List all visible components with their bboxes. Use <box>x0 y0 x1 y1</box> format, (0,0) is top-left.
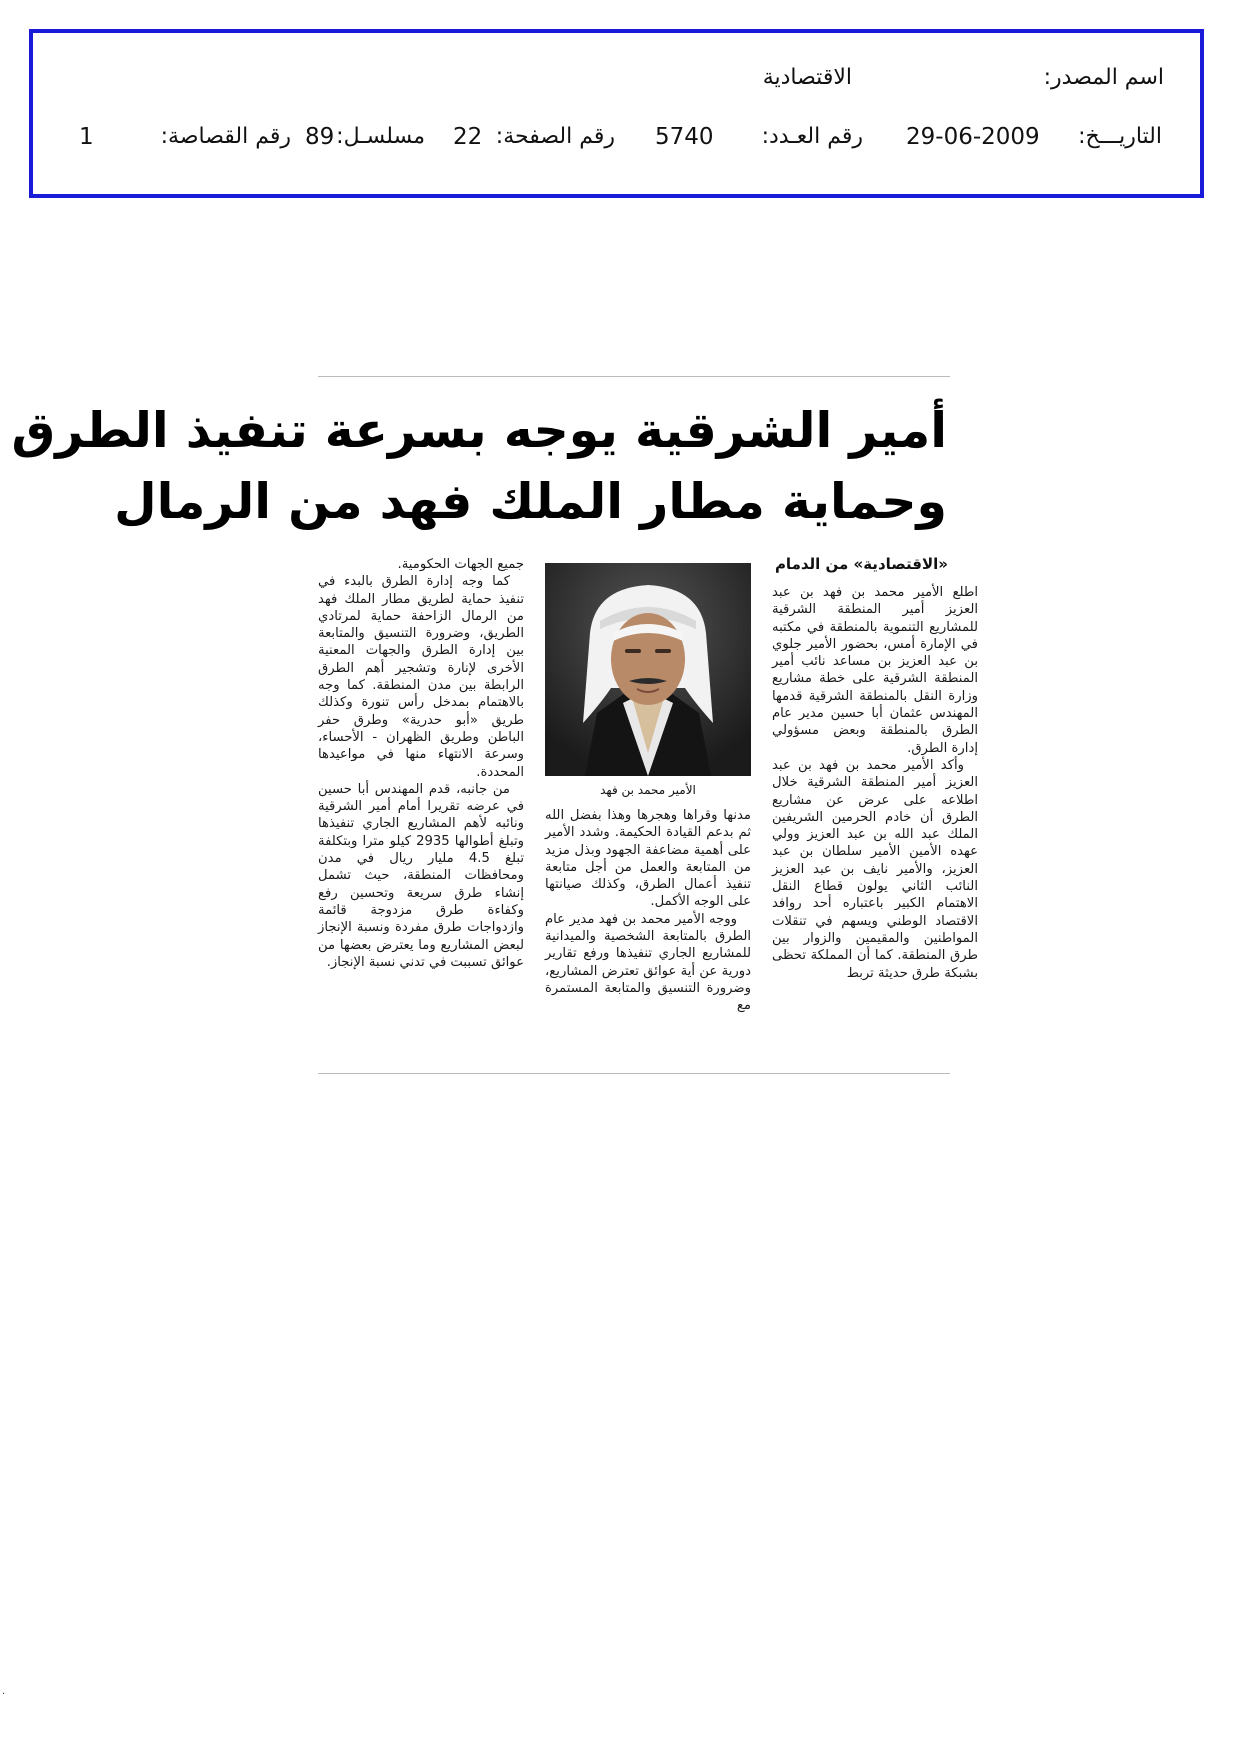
article-byline: «الاقتصادية» من الدمام <box>774 555 948 573</box>
clip-value: 1 <box>79 124 94 150</box>
article-headline-line-1: أمير الشرقية يوجه بسرعة تنفيذ الطرق <box>11 402 947 459</box>
page-label: رقم الصفحة: <box>495 124 615 149</box>
portrait-photo <box>545 563 751 776</box>
paragraph: جميع الجهات الحكومية. <box>397 557 524 572</box>
page-value: 22 <box>453 124 483 150</box>
serial-value: 89 <box>305 124 335 150</box>
date-value: 29-06-2009 <box>906 124 1040 150</box>
issue-value: 5740 <box>655 124 714 150</box>
clip-label: رقم القصاصة: <box>160 124 291 149</box>
issue-label: رقم العـدد: <box>761 124 863 149</box>
source-value: الاقتصادية <box>762 65 852 90</box>
article-column-middle <box>545 807 751 1015</box>
article-top-rule <box>318 376 950 377</box>
article-photo <box>545 563 751 776</box>
paragraph: اطلع الأمير محمد بن فهد بن عبد العزيز أمير المنطقة الشرقية للمشاريع التنموية بالمنطقة في مكتبه في الإمارة أمس، بحضور الأمير جلوي بن عبد العزيز بن مساعد نائب أمير المنطقة الشرقية على خطة مشاريع وزارة النقل بالمنطقة الشرقية قدمها المهندس عثمان أبا حسين مدير عام الطرق بالمنطقة وبعض مسؤولي إدارة الطرق. <box>772 585 978 756</box>
paragraph: كما وجه إدارة الطرق بالبدء في تنفيذ حماية لطريق مطار الملك فهد من الرمال الزاحفة حماية لمرتادي الطريق، وضرورة التنسيق والمتابعة بين إدارة الطرق والجهات المعنية الأخرى لإنارة وتشجير أهم الطرق الرابطة بين مدن المنطقة. كما وجه بالاهتمام بمدخل رأس تنورة وكذلك طريق «أبو حدرية» وطرق حفر الباطن وطريق الظهران - الأحساء، وسرعة الانتهاء منها في مواعيدها المحددة. <box>318 574 524 780</box>
paragraph: من جانبه، قدم المهندس أبا حسين في عرضه تقريرا أمام أمير الشرقية ونائبه لأهم المشاريع الجاري تنفيذها وتبلغ أطوالها 2935 كيلو مترا وبتكلفة تبلغ 4.5 مليار ريال في مدن ومحافظات المنطقة، حيث تشمل إنشاء طرق سريعة وتحسين رفع وكفاءة طرق مزدوجة قائمة وازدواجات طرق مفردة ونسبة الإنجاز لبعض المشاريع وما يعترض بعضها من عوائق تسببت في تدني نسبة الإنجاز. <box>318 781 525 970</box>
article-column-left <box>318 556 524 971</box>
paragraph: وأكد الأمير محمد بن فهد بن عبد العزيز أمير المنطقة الشرقية خلال اطلاعه على عرض عن مشاريع الطرق أن خادم الحرمين الشريفين الملك عبد الله بن عبد العزيز وولي عهده الأمين الأمير سلطان بن عبد العزيز، والأمير نايف بن عبد العزيز النائب الثاني يولون قطاع النقل الاهتمام الكبير باعتباره أحد روافد الاقتصاد الوطني ويسهم في تنقلات المواطنين والمقيمين والزوار بين طرق المنطقة. كما أن المملكة تحظى بشبكة طرق حديثة تربط <box>772 757 978 981</box>
article-headline-line-2: وحماية مطار الملك فهد من الرمال <box>114 473 947 530</box>
clipping-header-box <box>29 29 1204 198</box>
article-bottom-rule <box>318 1073 950 1074</box>
source-label: اسم المصدر: <box>1043 65 1164 90</box>
paragraph: مدنها وقراها وهجرها وهذا بفضل الله ثم بدعم القيادة الحكيمة. وشدد الأمير على أهمية مضاعفة الجهود وبذل مزيد من المتابعة والعمل من أجل متابعة تنفيذ أعمال الطرق، وكذلك صيانتها على الوجه الأكمل. <box>545 808 751 910</box>
scan-edge-mark: . <box>2 1686 6 1697</box>
article-column-right <box>772 584 978 982</box>
serial-label: مسلسـل: <box>336 124 425 149</box>
date-label: التاريـــخ: <box>1078 124 1162 149</box>
paragraph: ووجه الأمير محمد بن فهد مدير عام الطرق بالمتابعة الشخصية والميدانية للمشاريع الجاري تنفيذها ورفع تقارير دورية عن أية عوائق تعترض المشاريع، وضرورة التنسيق والمتابعة المستمرة مع <box>545 911 751 1014</box>
photo-caption: الأمير محمد بن فهد <box>600 783 696 797</box>
